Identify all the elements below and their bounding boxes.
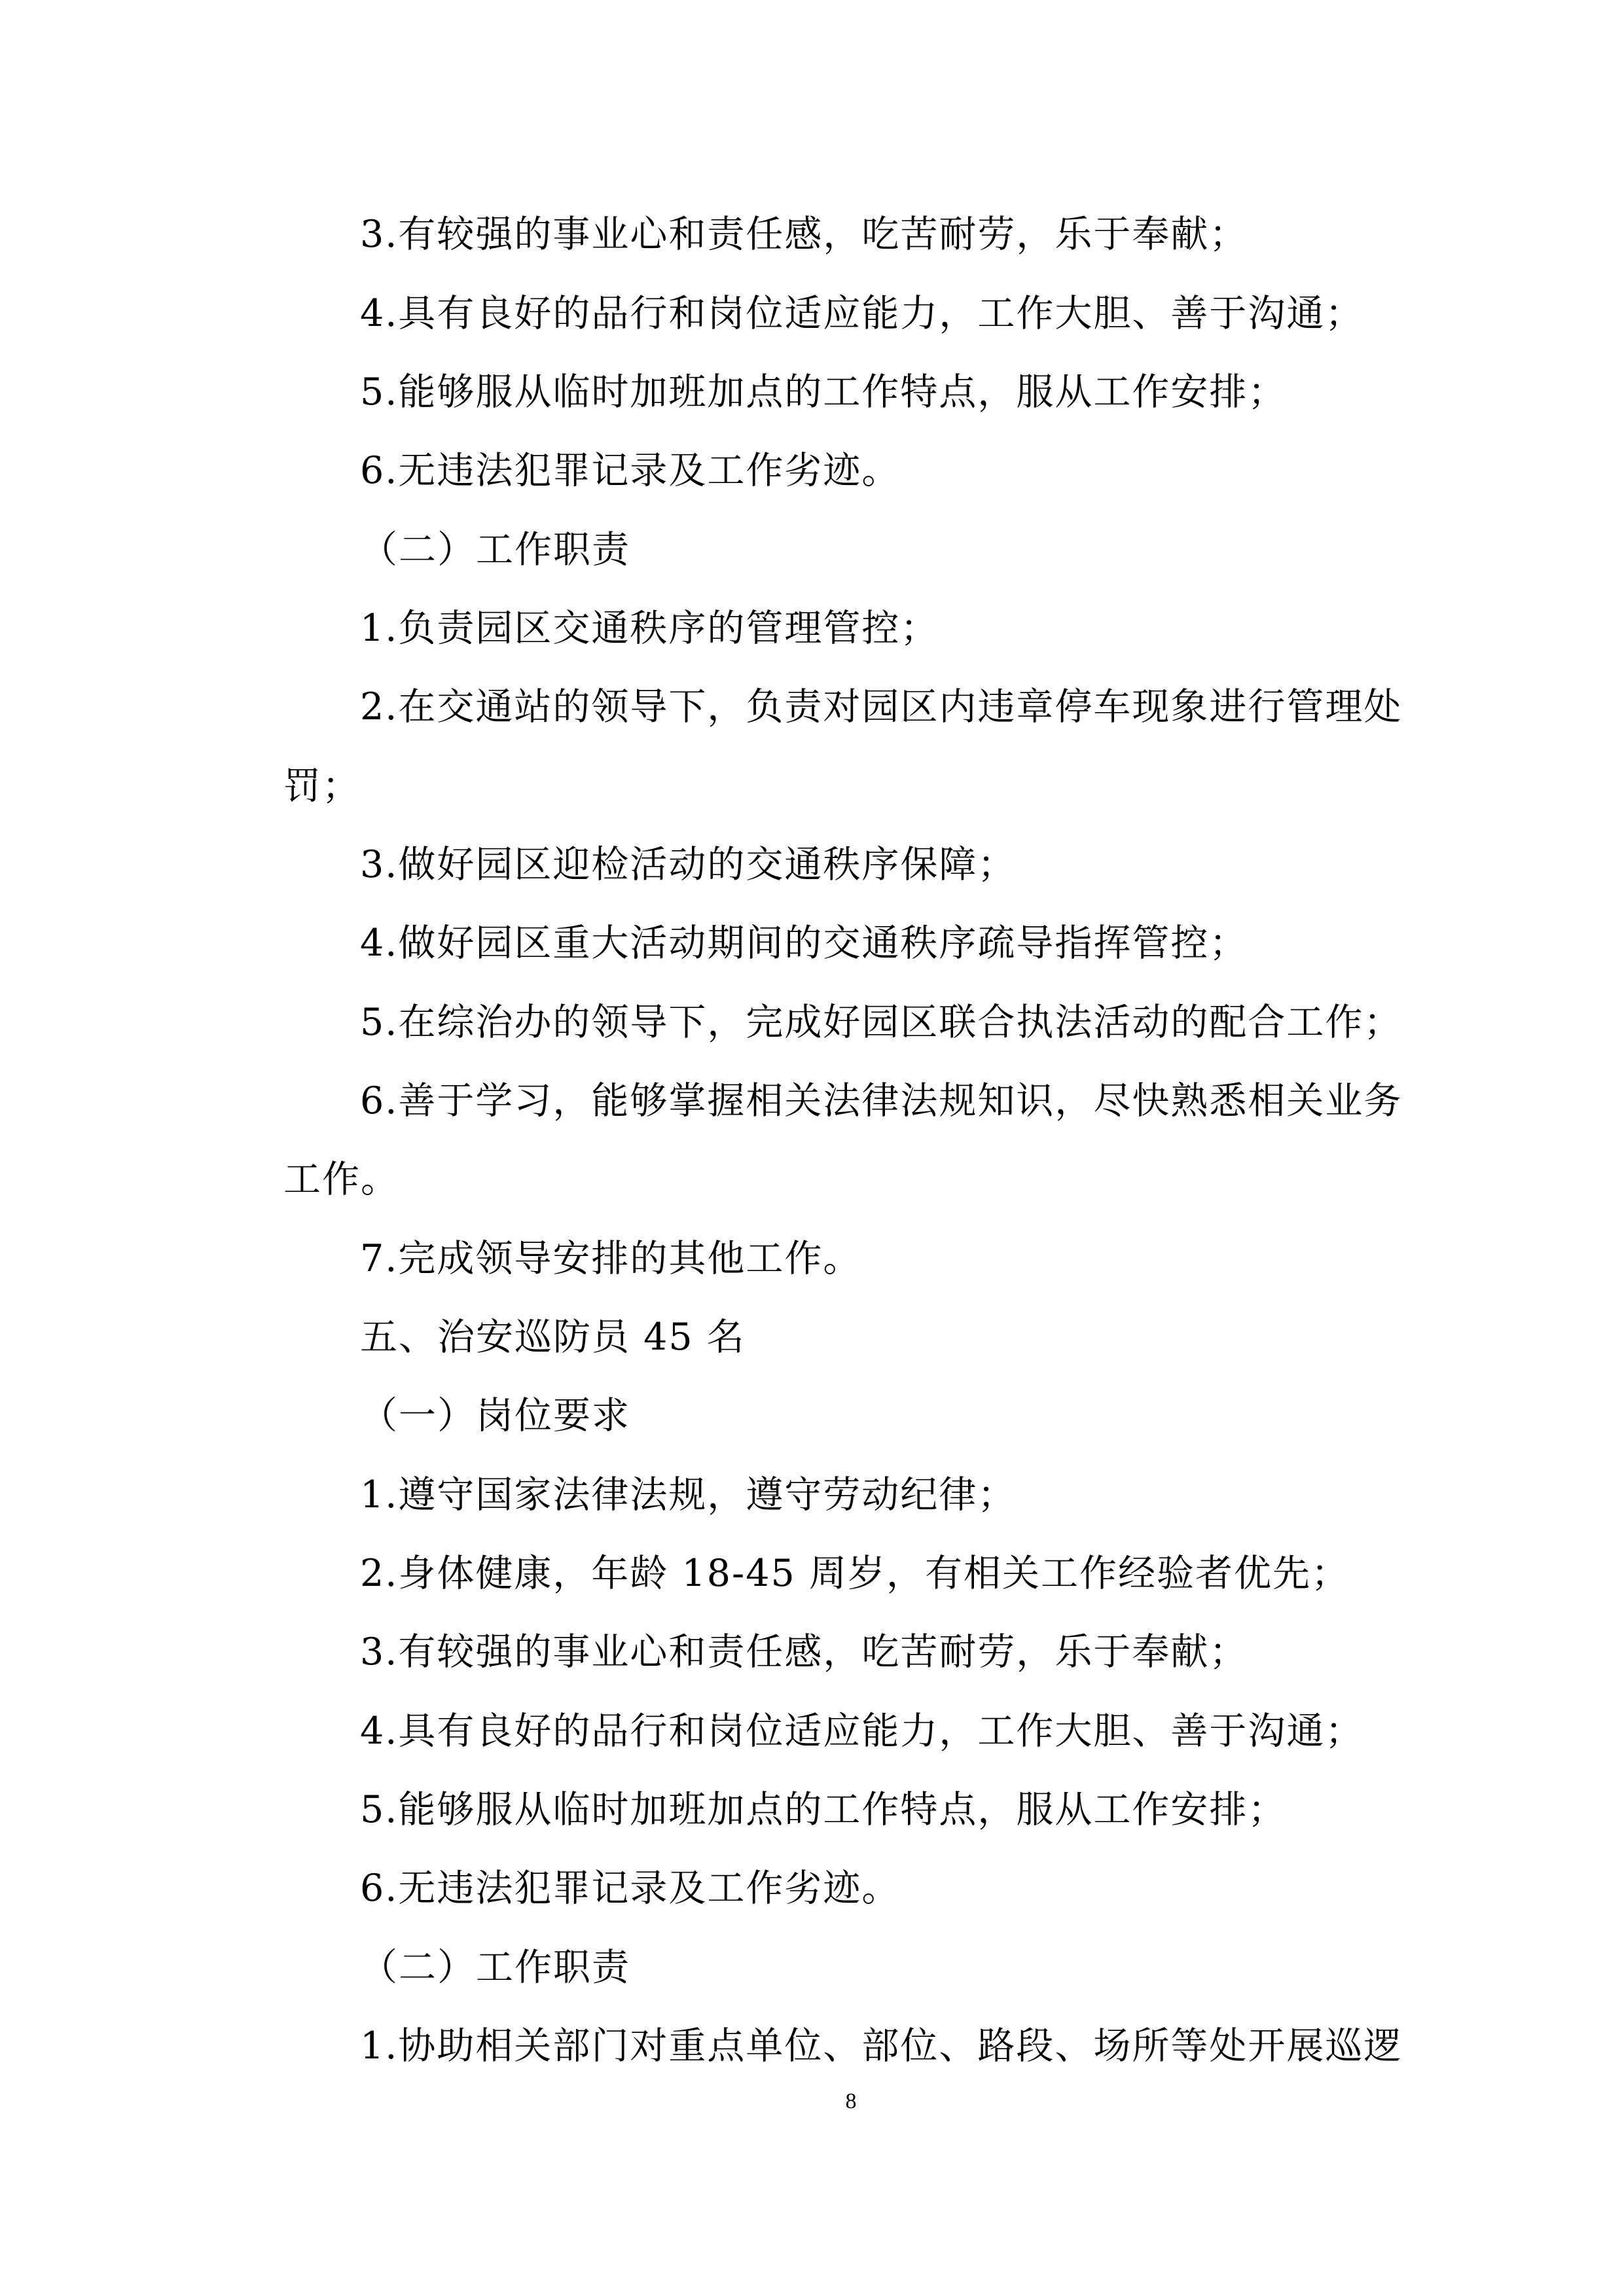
chapter-heading: 五、治安巡防员 45 名 [360,1316,746,1359]
body-line-6: 2.在交通站的领导下，负责对园区内违章停车现象进行管理处 [360,685,1403,728]
body-line-3: 5.能够服从临时加班加点的工作特点，服从工作安排； [360,370,1287,414]
body-line-20: 1.协助相关部门对重点单位、部位、路段、场所等处开展巡逻 [360,2024,1403,2068]
body-line-19: 6.无违法犯罪记录及工作劣迹。 [360,1867,901,1910]
body-line-4: 6.无违法犯罪记录及工作劣迹。 [360,449,901,492]
body-line-14: 1.遵守国家法律法规，遵守劳动纪律； [360,1473,1017,1516]
body-line-7: 罚； [283,764,361,808]
section-heading: （一）岗位要求 [360,1394,630,1437]
body-line-16: 3.有较强的事业心和责任感，吃苦耐劳，乐于奉献； [360,1630,1248,1674]
section-heading: （二）工作职责 [360,1946,630,1989]
section-heading: （二）工作职责 [360,528,630,571]
body-line-5: 1.负责园区交通秩序的管理管控； [360,607,939,650]
body-line-12: 工作。 [283,1158,399,1201]
body-line-1: 3.有较强的事业心和责任感，吃苦耐劳，乐于奉献； [360,213,1248,256]
body-line-11: 6.善于学习，能够掌握相关法律法规知识，尽快熟悉相关业务 [360,1079,1403,1122]
body-line-13: 7.完成领导安排的其他工作。 [360,1237,862,1280]
body-line-9: 4.做好园区重大活动期间的交通秩序疏导指挥管控； [360,922,1248,965]
body-line-18: 5.能够服从临时加班加点的工作特点，服从工作安排； [360,1788,1287,1831]
body-line-2: 4.具有良好的品行和岗位适应能力，工作大胆、善于沟通； [360,292,1364,335]
body-line-8: 3.做好园区迎检活动的交通秩序保障； [360,843,1017,886]
body-line-15: 2.身体健康，年龄 18-45 周岁，有相关工作经验者优先； [360,1552,1350,1595]
page-number: 8 [845,2089,857,2113]
body-line-17: 4.具有良好的品行和岗位适应能力，工作大胆、善于沟通； [360,1710,1364,1753]
body-line-10: 5.在综治办的领导下，完成好园区联合执法活动的配合工作； [360,1001,1403,1044]
